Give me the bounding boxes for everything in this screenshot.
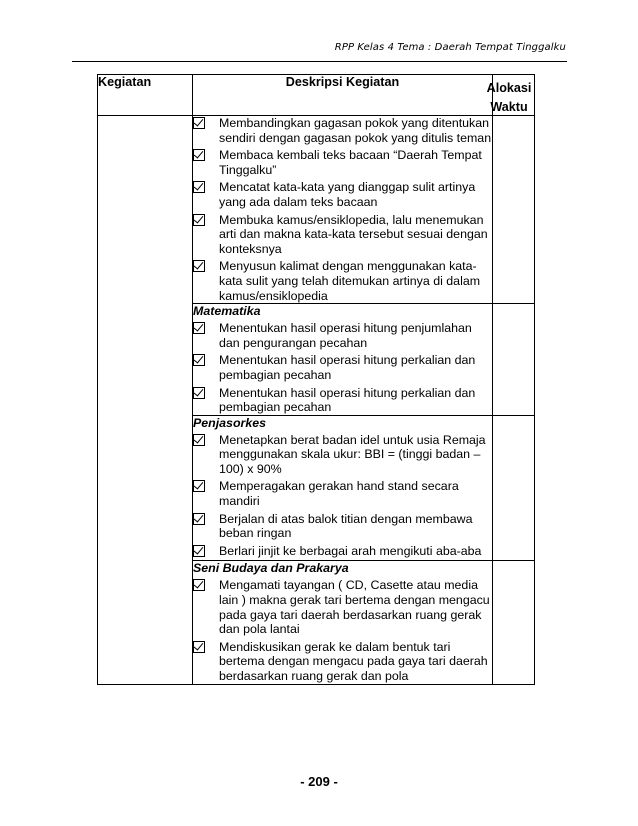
list-item — [193, 213, 492, 257]
header-kegiatan: Kegiatan — [98, 75, 193, 116]
item-text: Menentukan hasil operasi hitung perkalian dan pembagian pecahan — [219, 385, 476, 415]
list-item — [193, 512, 492, 541]
activity-table — [97, 74, 535, 685]
list-item — [193, 259, 492, 303]
checked-box-icon — [193, 322, 215, 338]
item-text: Memperagakan gerakan hand stand secara mandiri — [219, 479, 459, 509]
checked-box-icon — [193, 579, 215, 595]
section-title: Penjasorkes — [193, 415, 267, 430]
header-alokasi-line1: Alokasi — [486, 81, 532, 95]
item-text: Berlari jinjit ke berbagai arah mengikuti aba-aba — [219, 543, 482, 558]
checked-box-icon — [193, 513, 215, 529]
section-penjasorkes — [193, 415, 493, 561]
item-text: Membaca kembali teks bacaan “Daerah Tempat Tinggalku” — [219, 148, 482, 177]
checked-box-icon — [193, 181, 215, 197]
alokasi-cell — [493, 561, 535, 684]
checked-box-icon — [193, 214, 215, 230]
alokasi-cell — [493, 415, 535, 561]
checked-box-icon — [193, 260, 215, 276]
kegiatan-cell — [98, 116, 193, 685]
list-item — [193, 116, 492, 145]
header-rule — [72, 61, 567, 62]
checked-box-icon — [193, 480, 215, 496]
running-header: RPP Kelas 4 Tema : Daerah Tempat Tinggalku — [334, 42, 566, 53]
list-item — [193, 353, 492, 382]
section-sbdp — [193, 561, 493, 684]
section-matematika — [193, 304, 493, 416]
alokasi-cell — [493, 116, 535, 304]
item-text: Membandingkan gagasan pokok yang ditentukan sendiri dengan gagasan pokok yang ditulis teman — [219, 116, 492, 145]
checked-box-icon — [193, 149, 215, 165]
alokasi-cell — [493, 304, 535, 416]
item-text: Menentukan hasil operasi hitung penjumlahan dan pengurangan pecahan — [219, 321, 472, 350]
header-alokasi-line2: Waktu — [490, 100, 528, 114]
header-deskripsi: Deskripsi Kegiatan — [193, 75, 493, 116]
item-text: Menentukan hasil operasi hitung perkalian dan pembagian pecahan — [219, 353, 476, 382]
checked-box-icon — [193, 117, 215, 133]
page-number: - 209 - — [300, 774, 338, 789]
item-text: Membuka kamus/ensiklopedia, lalu menemukan arti dan makna kata-kata tersebut sesuai dengan konteksnya — [219, 212, 488, 256]
item-text: Berjalan di atas balok titian dengan membawa beban ringan — [219, 511, 473, 541]
list-item — [193, 386, 492, 415]
table-row — [98, 116, 535, 304]
list-item — [193, 433, 492, 477]
item-text: Menetapkan berat badan idel untuk usia Remaja menggunakan skala ukur: BBI = (tinggi badan – 100) x 90% — [219, 432, 486, 476]
list-item — [193, 148, 492, 177]
item-text: Menyusun kalimat dengan menggunakan kata-kata sulit yang telah ditemukan artinya di dalam kamus/ensiklopedia — [219, 259, 481, 303]
list-item — [193, 321, 492, 350]
checked-box-icon — [193, 545, 215, 561]
list-item — [193, 479, 492, 508]
item-text: Mengamati tayangan ( CD, Casette atau media lain ) makna gerak tari bertema dengan mengacu pada gaya tari daerah berdasarkan ruang gerak dan pola lantai — [219, 578, 490, 637]
list-item — [193, 578, 492, 636]
table-header-row — [98, 75, 535, 116]
checked-box-icon — [193, 387, 215, 403]
item-text: Mendiskusikan gerak ke dalam bentuk tari bertema dengan mengacu pada gaya tari daerah berdasarkan ruang gerak dan pola — [219, 639, 488, 683]
item-text: Mencatat kata-kata yang dianggap sulit artinya yang ada dalam teks bacaan — [219, 180, 476, 209]
section-title: Matematika — [193, 304, 261, 319]
checked-box-icon — [193, 641, 215, 657]
section-bahasa — [193, 116, 493, 304]
list-item — [193, 640, 492, 684]
header-alokasi — [486, 75, 535, 116]
checked-box-icon — [193, 434, 215, 450]
list-item — [193, 180, 492, 209]
section-title: Seni Budaya dan Prakarya — [193, 561, 349, 576]
list-item — [193, 544, 492, 561]
checked-box-icon — [193, 354, 215, 370]
